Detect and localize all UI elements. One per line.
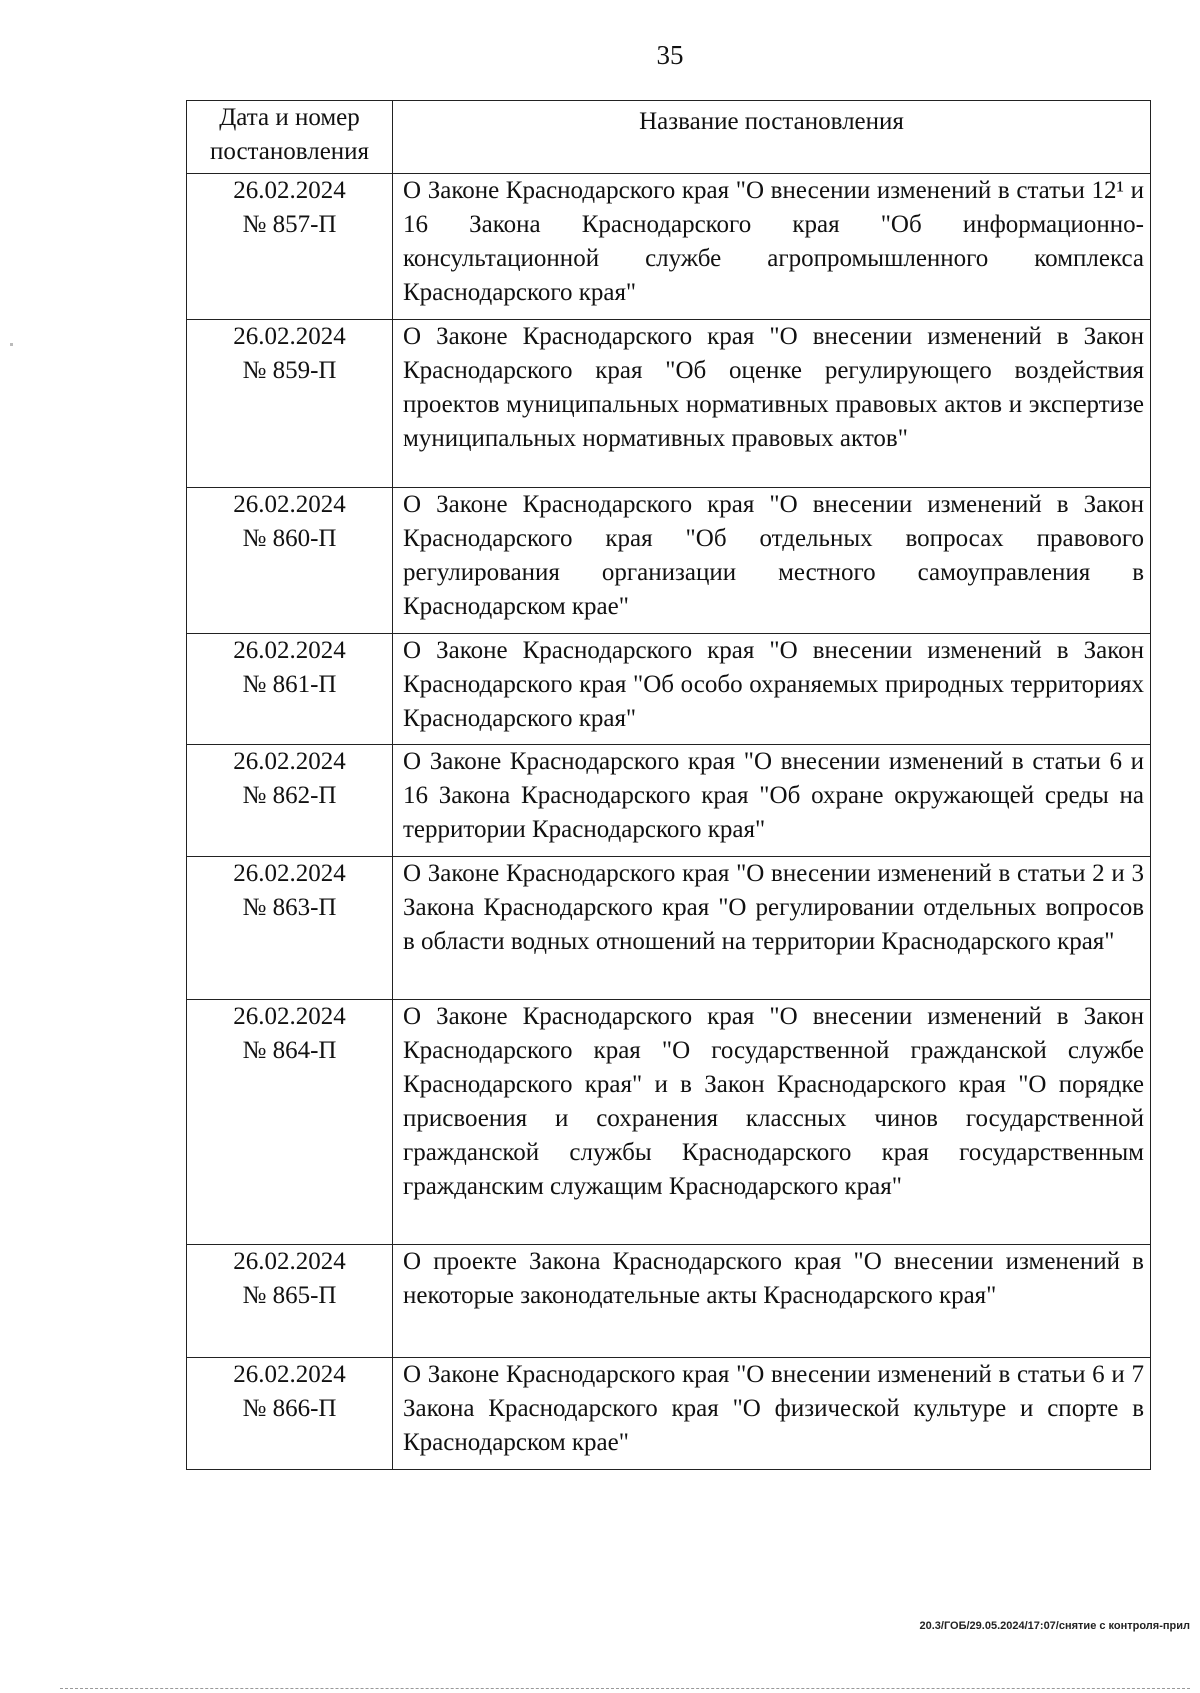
row-title: О Законе Краснодарского края "О внесении изменений в Закон Краснодарского края "Об отдельных вопросах правового регулирования организации местного самоуправления в Краснодарском крае" [393, 487, 1151, 633]
row-number: № 865-П [242, 1282, 337, 1310]
row-date: 26.02.2024 [233, 177, 346, 204]
row-number: № 861-П [242, 670, 337, 698]
row-title: О Законе Краснодарского края "О внесении изменений в статьи 6 и 16 Закона Краснодарского края "Об охране окружающей среды на территории Краснодарского края" [393, 745, 1151, 856]
table-row [187, 999, 1151, 1244]
registry-stamp: 20.3/ГОБ/29.05.2024/17:07/снятие с контроля-прил [919, 1620, 1190, 1632]
row-date: 26.02.2024 [233, 1248, 346, 1276]
row-date-cell [187, 1357, 393, 1469]
row-date: 26.02.2024 [233, 748, 346, 776]
row-date: 26.02.2024 [233, 636, 346, 664]
table-row [187, 633, 1151, 744]
table-header-row [187, 101, 1151, 174]
resolutions-table [186, 100, 1151, 1470]
scan-speck [10, 343, 13, 346]
row-date-cell [187, 174, 393, 320]
table-row [187, 487, 1151, 633]
row-number: № 866-П [242, 1394, 337, 1422]
row-date: 26.02.2024 [233, 859, 346, 887]
row-number: № 857-П [242, 211, 337, 238]
row-number: № 862-П [242, 782, 337, 810]
page-bottom-rule [60, 1688, 1190, 1689]
row-date-cell [187, 999, 393, 1244]
table-row [187, 1357, 1151, 1469]
row-title: О Законе Краснодарского края "О внесении изменений в статьи 6 и 7 Закона Краснодарского края "О физической культуре и спорте в Краснодарском крае" [393, 1357, 1151, 1469]
row-title: О проекте Закона Краснодарского края "О внесении изменений в некоторые законодательные акты Краснодарского края" [393, 1245, 1151, 1357]
row-number: № 860-П [242, 524, 337, 552]
row-date-cell [187, 1245, 393, 1357]
row-date-cell [187, 745, 393, 856]
table-row [187, 320, 1151, 488]
row-title: О Законе Краснодарского края "О внесении изменений в Закон Краснодарского края "О государственной гражданской службе Краснодарского края" и в Закон Краснодарского края "О порядке присвоения и сохранения классных чинов государственной гражданской службы Краснодарского края государственным гражданским служащим Краснодарского края" [393, 999, 1151, 1244]
table-row [187, 174, 1151, 320]
row-date-cell [187, 633, 393, 744]
page-number: 35 [656, 40, 684, 70]
row-title: О Законе Краснодарского края "О внесении изменений в статьи 2 и 3 Закона Краснодарского края "О регулировании отдельных вопросов в области водных отношений на территории Краснодарского края" [393, 856, 1151, 999]
row-number: № 864-П [242, 1036, 337, 1064]
row-number: № 863-П [242, 893, 337, 921]
row-date: 26.02.2024 [233, 490, 346, 518]
header-date-number: Дата и номер постановления [187, 101, 393, 174]
row-title: О Законе Краснодарского края "О внесении изменений в статьи 12¹ и 16 Закона Краснодарского края "Об информационно-консультационной службе агропромышленного комплекса Краснодарского края" [393, 174, 1151, 320]
row-title: О Законе Краснодарского края "О внесении изменений в Закон Краснодарского края "Об особо охраняемых природных территориях Краснодарского края" [393, 633, 1151, 744]
row-title: О Законе Краснодарского края "О внесении изменений в Закон Краснодарского края "Об оценке регулирующего воздействия проектов муниципальных нормативных правовых актов и экспертизе муниципальных нормативных правовых актов" [393, 320, 1151, 488]
row-date-cell [187, 487, 393, 633]
table-row [187, 745, 1151, 856]
table-row [187, 1245, 1151, 1357]
row-date: 26.02.2024 [233, 1360, 346, 1388]
row-date-cell [187, 320, 393, 488]
header-title: Название постановления [393, 101, 1151, 174]
table-row [187, 856, 1151, 999]
row-number: № 859-П [242, 357, 337, 385]
row-date-cell [187, 856, 393, 999]
table-body [187, 174, 1151, 1470]
row-date: 26.02.2024 [233, 1002, 346, 1030]
row-date: 26.02.2024 [233, 323, 346, 351]
